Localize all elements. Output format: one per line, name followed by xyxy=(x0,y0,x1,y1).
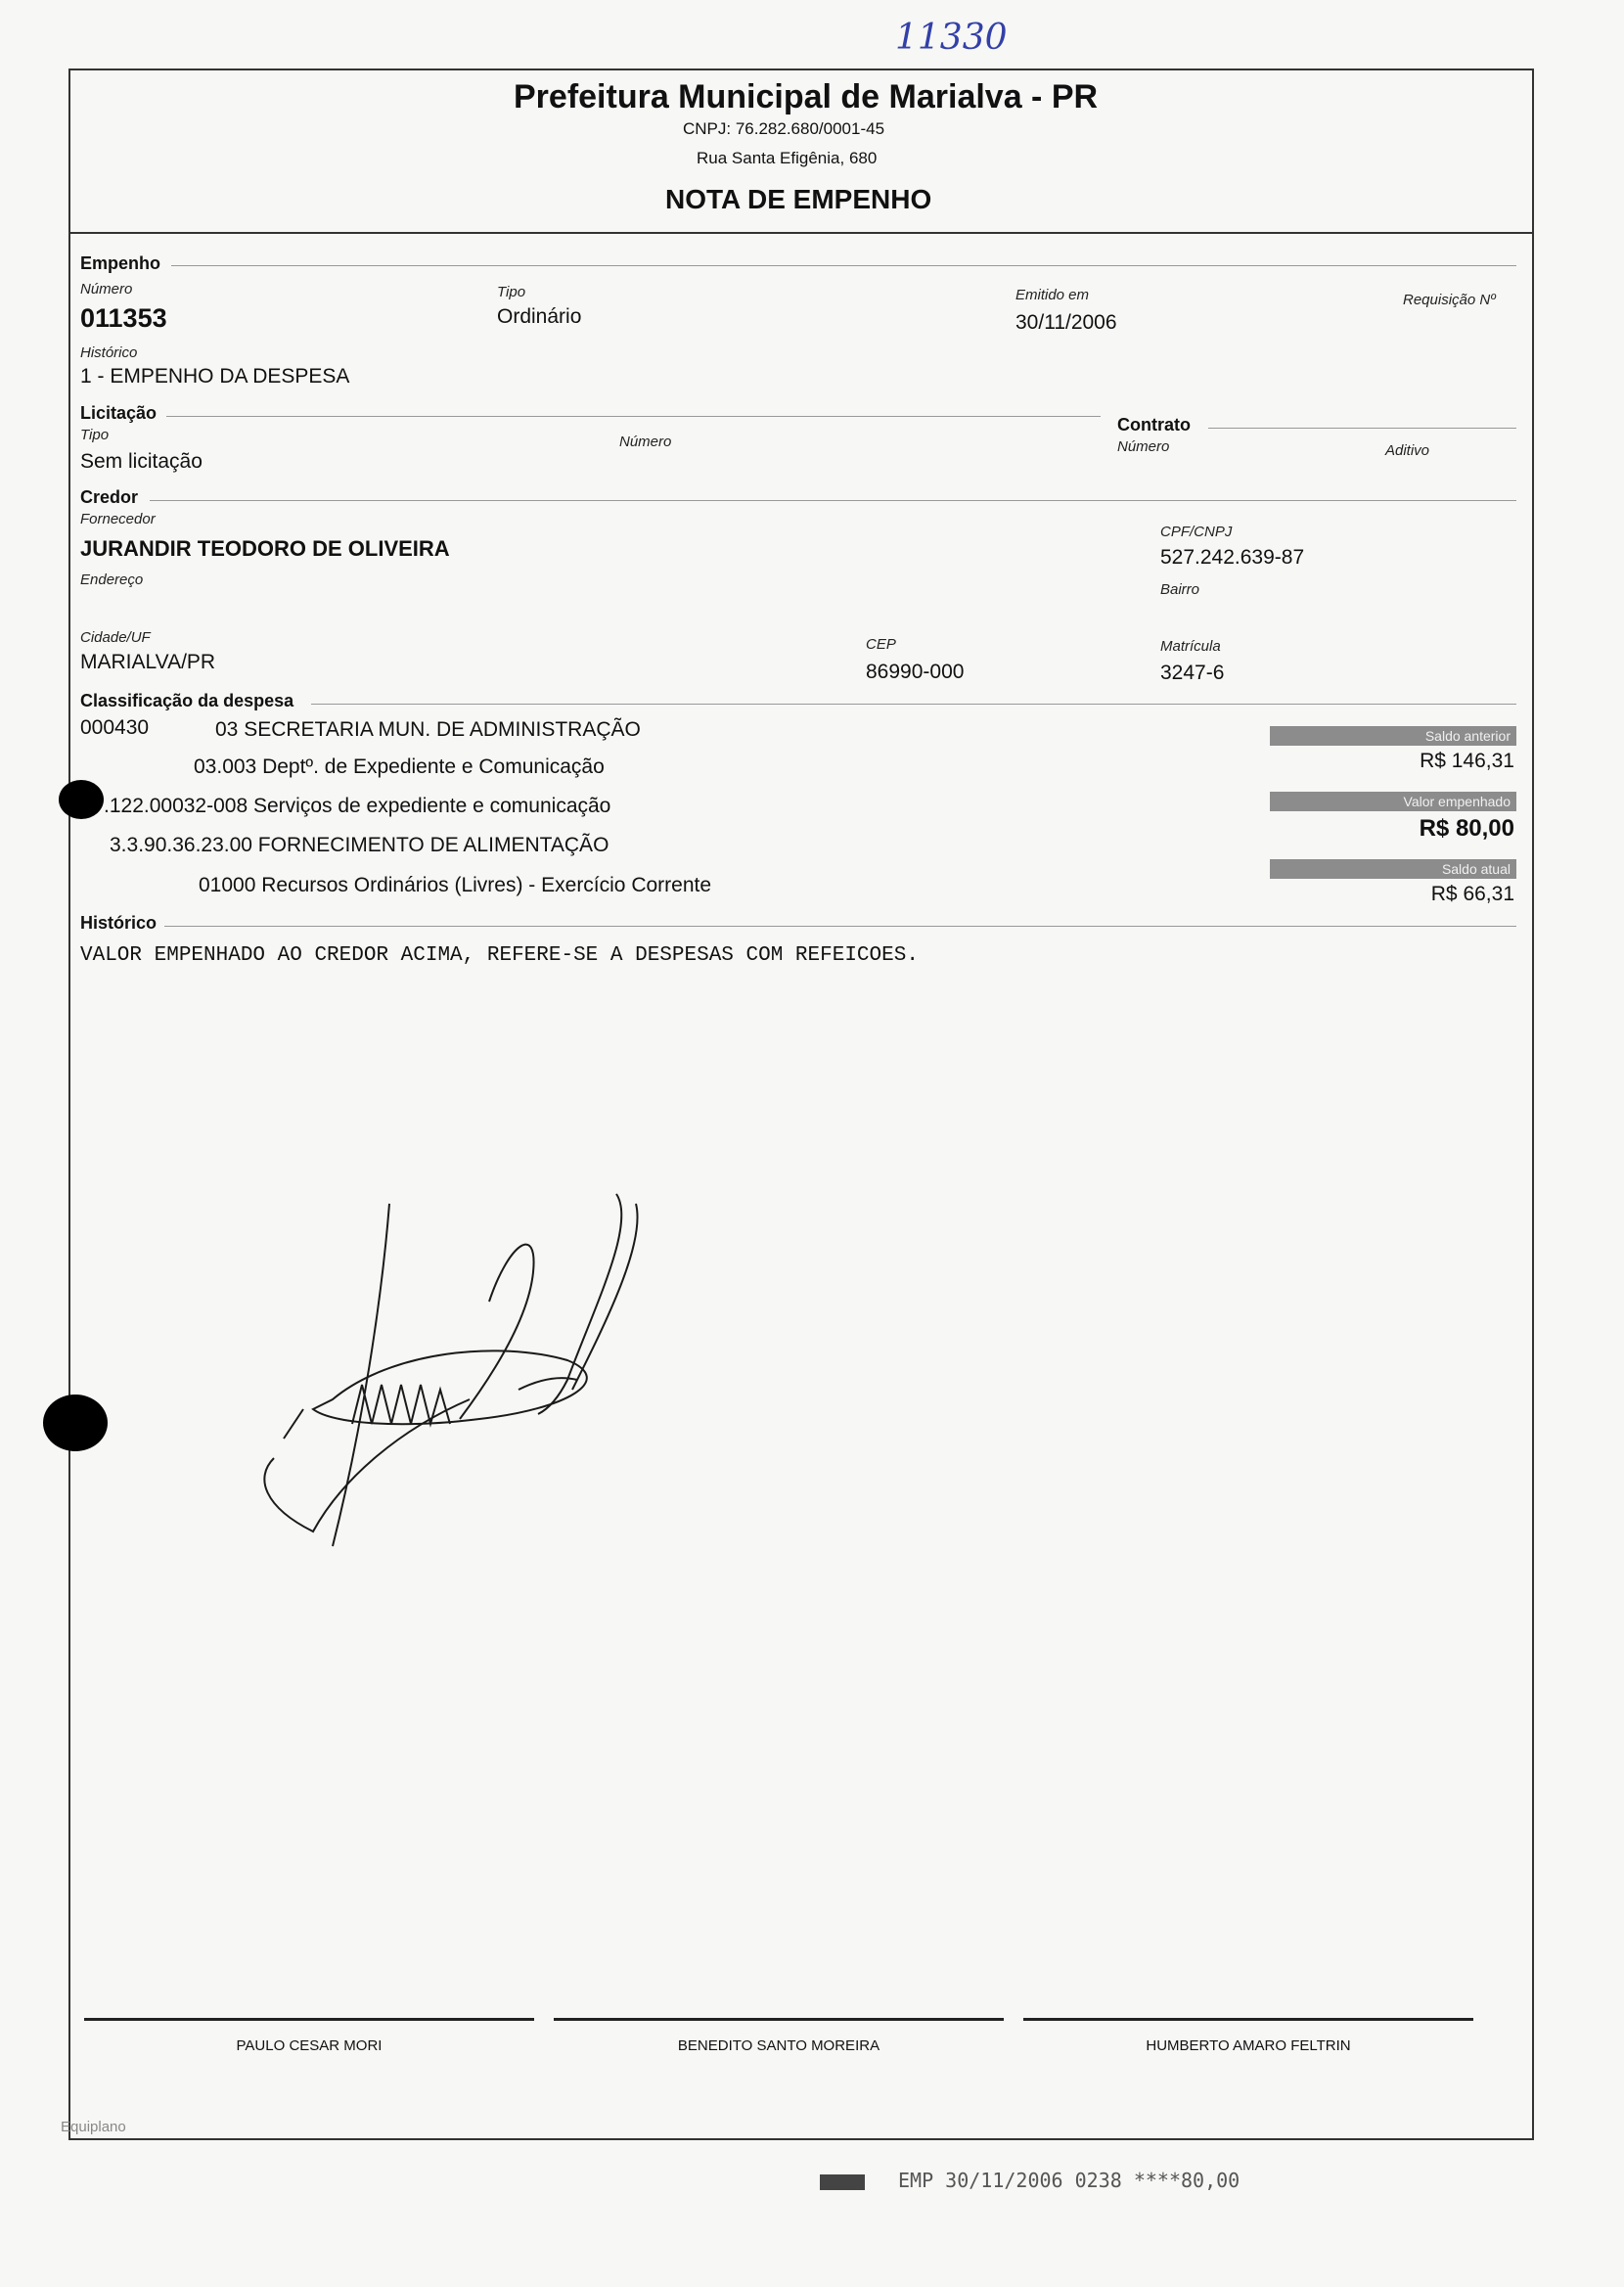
historico-text: VALOR EMPENHADO AO CREDOR ACIMA, REFERE-SE A DESPESAS COM REFEICOES. xyxy=(80,944,919,967)
cep-value: 86990-000 xyxy=(866,661,965,683)
matricula-label: Matrícula xyxy=(1160,638,1221,655)
cidade-value: MARIALVA/PR xyxy=(80,651,216,673)
licitacao-rule xyxy=(166,416,1101,417)
licitacao-section-label: Licitação xyxy=(80,403,158,423)
empenho-historico-label: Histórico xyxy=(80,344,138,361)
cnpj-text: CNPJ: 76.282.680/0001-45 xyxy=(683,119,885,138)
requisicao-label: Requisição Nº xyxy=(1403,292,1496,308)
empenho-tipo: Ordinário xyxy=(497,305,582,328)
credor-rule xyxy=(150,500,1516,501)
classificacao-line3: .122.00032-008 Serviços de expediente e comunicação xyxy=(104,795,611,817)
numero-label: Número xyxy=(80,281,133,297)
matricula-value: 3247-6 xyxy=(1160,662,1225,684)
contrato-rule xyxy=(1208,428,1516,429)
bairro-label: Bairro xyxy=(1160,581,1200,598)
contrato-section-label: Contrato xyxy=(1117,415,1191,435)
classificacao-section-label: Classificação da despesa xyxy=(80,691,294,710)
header-divider xyxy=(70,232,1532,234)
classificacao-line4: 3.3.90.36.23.00 FORNECIMENTO DE ALIMENTAÇÃO xyxy=(110,834,609,856)
address-text: Rua Santa Efigênia, 680 xyxy=(697,149,878,167)
equiplano-brand: Equiplano xyxy=(61,2119,126,2135)
signatory-3: HUMBERTO AMARO FELTRIN xyxy=(1146,2037,1351,2054)
contrato-aditivo-label: Aditivo xyxy=(1385,442,1430,459)
classificacao-line5: 01000 Recursos Ordinários (Livres) - Exercício Corrente xyxy=(199,874,712,896)
saldo-atual-label: Saldo atual xyxy=(1270,859,1516,879)
endereco-label: Endereço xyxy=(80,572,144,588)
document-title: NOTA DE EMPENHO xyxy=(665,184,932,214)
saldo-anterior-label: Saldo anterior xyxy=(1270,726,1516,746)
licitacao-tipo: Sem licitação xyxy=(80,450,203,473)
contrato-numero-label: Número xyxy=(1117,438,1170,455)
credor-section-label: Credor xyxy=(80,487,139,507)
empenho-section-label: Empenho xyxy=(80,253,161,273)
handwritten-number: 11330 xyxy=(895,18,1008,58)
signature-line-3 xyxy=(1023,2018,1473,2021)
saldo-atual-value: R$ 66,31 xyxy=(1430,883,1514,905)
classificacao-rule xyxy=(311,704,1516,705)
punch-hole-mark xyxy=(59,780,104,819)
classificacao-line1: 03 SECRETARIA MUN. DE ADMINISTRAÇÃO xyxy=(215,718,641,741)
signatory-1: PAULO CESAR MORI xyxy=(236,2037,383,2054)
emitido-label: Emitido em xyxy=(1015,287,1090,303)
cpf-label: CPF/CNPJ xyxy=(1160,524,1233,540)
fornecedor-label: Fornecedor xyxy=(80,511,156,527)
signature-line-2 xyxy=(554,2018,1004,2021)
signature-line-1 xyxy=(84,2018,534,2021)
classificacao-line2: 03.003 Deptº. de Expediente e Comunicação xyxy=(194,755,605,778)
cpf-value: 527.242.639-87 xyxy=(1160,546,1305,569)
signature-scribble xyxy=(245,1184,655,1556)
tipo-label: Tipo xyxy=(497,284,526,300)
valor-empenhado-label: Valor empenhado xyxy=(1270,792,1516,811)
payment-stamp: EMP 30/11/2006 0238 ****80,00 xyxy=(898,2169,1241,2192)
empenho-rule xyxy=(171,265,1516,266)
cidade-label: Cidade/UF xyxy=(80,629,151,646)
punch-hole-mark-lower xyxy=(43,1395,108,1451)
licitacao-numero-label: Número xyxy=(619,434,672,450)
emitido-date: 30/11/2006 xyxy=(1015,311,1117,334)
valor-empenhado-value: R$ 80,00 xyxy=(1419,815,1514,842)
empenho-historico: 1 - EMPENHO DA DESPESA xyxy=(80,365,350,388)
empenho-number: 011353 xyxy=(80,303,167,333)
historico-section-label: Histórico xyxy=(80,913,158,933)
fornecedor-name: JURANDIR TEODORO DE OLIVEIRA xyxy=(80,536,450,561)
cep-label: CEP xyxy=(866,636,896,653)
signatory-2: BENEDITO SANTO MOREIRA xyxy=(677,2037,880,2054)
licitacao-tipo-label: Tipo xyxy=(80,427,110,443)
classificacao-code: 000430 xyxy=(80,716,150,739)
municipality-title: Prefeitura Municipal de Marialva - PR xyxy=(514,78,1099,115)
stamp-logo xyxy=(820,2174,865,2190)
historico-rule xyxy=(164,926,1516,927)
saldo-anterior-value: R$ 146,31 xyxy=(1420,750,1514,772)
